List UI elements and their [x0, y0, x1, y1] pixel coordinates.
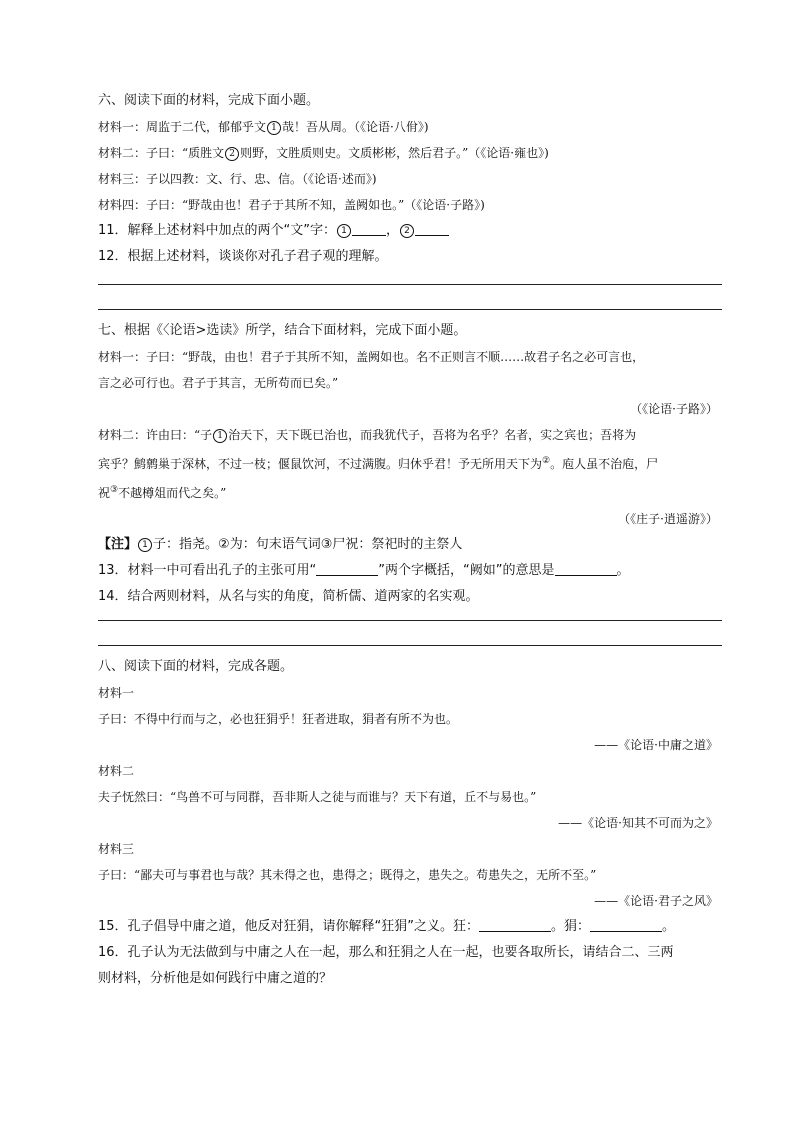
question-13 — [98, 558, 722, 584]
note-label: 【注】 — [98, 537, 138, 552]
s8-material-2-label: 材料二 — [98, 764, 135, 778]
s6-material-2 — [98, 140, 722, 166]
text: 则野，文胜质则史。文质彬彬，然后君子。”（《论语·雍也》) — [240, 146, 549, 160]
text: ， — [386, 223, 400, 238]
text: 。狷： — [551, 919, 591, 934]
answer-blank[interactable] — [352, 221, 386, 236]
text: 祝 — [98, 486, 111, 500]
text: 材料二：许由曰：“子 — [98, 428, 213, 442]
question-15 — [98, 914, 722, 940]
text: 15．孔子倡导中庸之道，他反对狂狷，请你解释“狂狷”之义。狂： — [98, 919, 480, 934]
circled-number: 1 — [213, 429, 227, 443]
answer-blank[interactable] — [555, 561, 617, 576]
text: 材料二：子曰：“质胜文 — [98, 146, 225, 160]
s7-material-2-source: （《庄子·逍遥游》） — [618, 512, 718, 526]
question-16-line-1: 16．孔子认为无法做到与中庸之人在一起，那么和狂狷之人在一起，也要各取所长，请结合二、三两 — [98, 945, 674, 960]
text: 哉！吾从周。（《论语·八佾》) — [282, 120, 429, 134]
text: 尸祝：祭祀时的主祭人 — [332, 537, 463, 552]
s6-material-4: 材料四：子曰：“野哉由也！君子于其所不知，盖阙如也。”（《论语·子路》) — [98, 198, 485, 212]
text: 宾乎？鹪鹩巢于深林，不过一枝；偃鼠饮河，不过满腹。归休乎君！予无所用天下为 — [98, 457, 543, 471]
text: 11．解释上述材料中加点的两个“文”字： — [98, 223, 337, 238]
section-8-title: 八、阅读下面的材料，完成各题。 — [98, 659, 294, 674]
text: 。庖人虽不治庖，尸 — [550, 457, 659, 471]
s7-note — [98, 532, 722, 558]
answer-blank[interactable] — [415, 221, 449, 236]
text: 。 — [662, 919, 676, 934]
s7-material-2-line-2 — [98, 448, 722, 477]
footnote-mark: ② — [542, 456, 551, 466]
answer-blank[interactable] — [479, 917, 551, 932]
section-7-title: 七、根据《〈论语>选读》所学，结合下面材料，完成下面小题。 — [98, 323, 467, 338]
section-6-title: 六、阅读下面的材料，完成下面小题。 — [98, 93, 320, 108]
circled-number: 1 — [138, 538, 152, 552]
s8-material-2-source: ——《论语·知其不可而为之》 — [558, 816, 718, 830]
s8-material-3-source: ——《论语·君子之风》 — [594, 894, 718, 908]
circled-number: 1 — [337, 224, 351, 238]
circled-number: 2 — [400, 224, 414, 238]
answer-blank[interactable] — [316, 561, 378, 576]
footnote-mark: ③ — [110, 485, 119, 495]
s7-material-2-line-1 — [98, 422, 722, 448]
s7-material-1-source: （《论语·子路》） — [630, 402, 718, 416]
question-11 — [98, 218, 722, 244]
s6-material-3: 材料三：子以四教：文、行、忠、信。（《论语·述而》) — [98, 172, 377, 186]
text: 材料一：周监于二代，郁郁乎文 — [98, 120, 267, 134]
circled-number: 2 — [225, 147, 239, 161]
answer-blank[interactable] — [590, 917, 662, 932]
s7-material-2-line-3 — [98, 477, 722, 506]
s6-material-1 — [98, 114, 722, 140]
text: 不越樽俎而代之矣。” — [118, 486, 227, 500]
question-14: 14．结合两则材料，从名与实的角度，简析儒、道两家的名实观。 — [98, 589, 479, 604]
text: 。 — [616, 563, 630, 578]
text: 为：句末语气词 — [229, 537, 321, 552]
s8-material-1-label: 材料一 — [98, 686, 135, 700]
s8-material-1-text: 子曰：不得中行而与之，必也狂狷乎！狂者进取，狷者有所不为也。 — [98, 712, 459, 726]
s7-material-1-line-2: 言之必可行也。君子于其言，无所苟而已矣。” — [98, 376, 339, 390]
text: ”两个字概括，“阙如”的意思是 — [378, 563, 555, 578]
s8-material-2-text: 夫子怃然曰：“鸟兽不可与同群，吾非斯人之徒与而谁与？天下有道，丘不与易也。” — [98, 790, 537, 804]
text: ② — [218, 537, 230, 552]
text: 治天下，天下既已治也，而我犹代子，吾将为名乎？名者，实之宾也；吾将为 — [228, 428, 637, 442]
circled-number: 1 — [267, 121, 281, 135]
s8-material-1-source: ——《论语·中庸之道》 — [594, 738, 718, 752]
question-16-line-2: 则材料，分析他是如何践行中庸之道的？ — [98, 971, 333, 986]
text: 子：指尧。 — [153, 537, 219, 552]
s7-material-1-line-1: 材料一：子曰：“野哉，由也！君子于其所不知，盖阙如也。名不正则言不顺……故君子名之必可言也， — [98, 350, 645, 364]
text: ③ — [320, 537, 333, 552]
s8-material-3-text: 子曰：“鄙夫可与事君也与哉？其未得之也，患得之；既得之，患失之。苟患失之，无所不至。” — [98, 868, 597, 882]
exam-page — [98, 88, 722, 992]
text: 13．材料一中可看出孔子的主张可用“ — [98, 563, 317, 578]
question-12: 12．根据上述材料，谈谈你对孔子君子观的理解。 — [98, 249, 388, 264]
s8-material-3-label: 材料三 — [98, 842, 135, 856]
